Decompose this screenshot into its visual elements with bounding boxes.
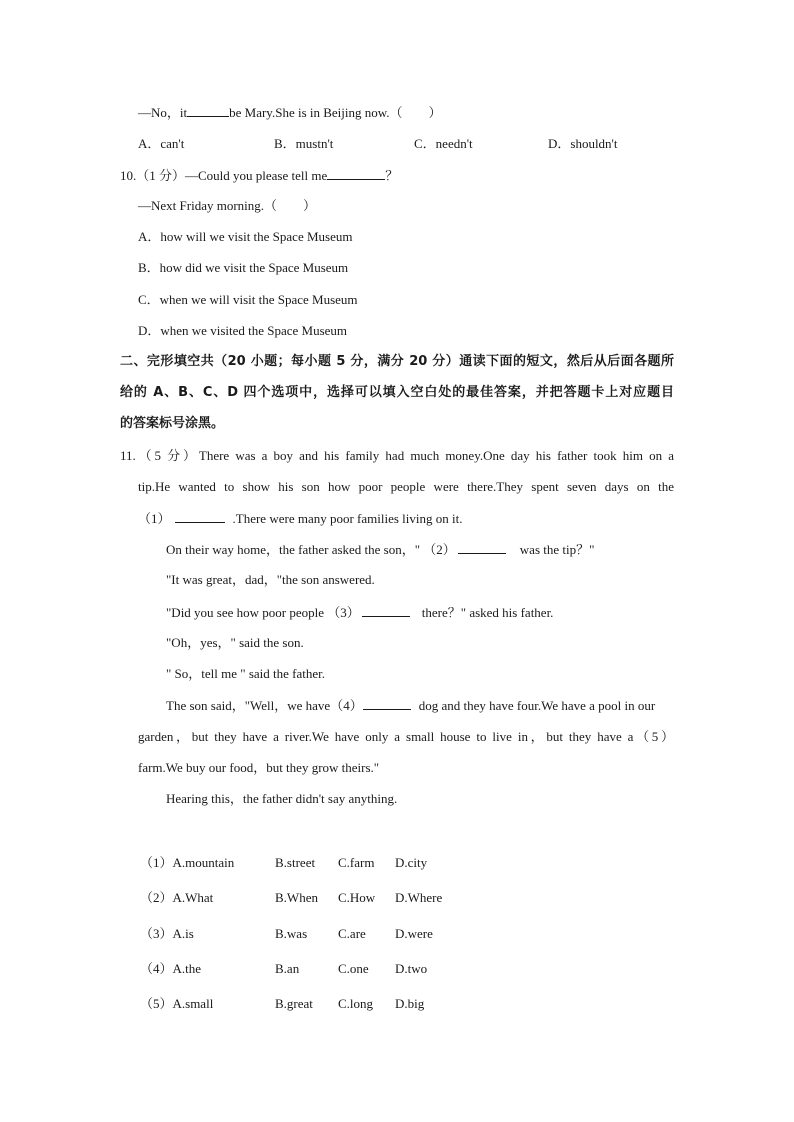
q10-stem-text-b: ？ [385, 168, 399, 183]
choice-2-a: （2）A.What [140, 890, 214, 905]
section2-line-1: 二、完形填空共（20 小题；每小题 5 分，满分 20 分）通读下面的短文，然后从后面各题所 [120, 354, 674, 369]
q11-line-3-text-a: （1） [138, 511, 171, 526]
q9-line [138, 104, 442, 121]
choice-1-d: D.city [395, 855, 428, 870]
choice-3-a: （3）A.is [140, 926, 194, 941]
choice-5-d: D.big [395, 996, 425, 1011]
q11-line-12: Hearing this，the father didn't say anything. [166, 791, 398, 806]
q10-stem [120, 167, 398, 184]
q11-line-6-text-b: there？" asked his father. [421, 605, 554, 620]
q9-option-c: C．needn't [414, 136, 473, 151]
q9-option-b: B．mustn't [274, 136, 334, 151]
choice-2-b: B.When [275, 890, 318, 905]
q10-option-b: B．how did we visit the Space Museum [138, 260, 349, 275]
q9-line-text-b: be Mary.She is in Beijing now.（ ） [229, 105, 442, 120]
q11-line-2: tip.He wanted to show his son how poor people were there.They spent seven days on the [138, 479, 674, 494]
q10-option-c: C．when we will visit the Space Museum [138, 292, 358, 307]
q11-line-4 [166, 541, 594, 558]
q11-line-7: "Oh，yes，" said the son. [166, 635, 304, 650]
q9-line-text-a: —No，it [138, 105, 188, 120]
q11-blank-1 [175, 510, 225, 523]
q11-line-9 [166, 697, 655, 714]
choice-2-c: C.How [338, 890, 376, 905]
q11-line-3 [138, 510, 462, 527]
choice-4-c: C.one [338, 961, 369, 976]
q11-line-6-text-a: "Did you see how poor people （3） [166, 605, 360, 620]
q11-line-5: "It was great，dad，"the son answered. [166, 572, 375, 587]
q10-reply: —Next Friday morning.（ ） [138, 198, 317, 213]
choice-2-d: D.Where [395, 890, 443, 905]
q9-blank [187, 104, 229, 117]
choice-4-b: B.an [275, 961, 300, 976]
q11-line-1: 11.（5 分）There was a boy and his family had much money.One day his father took him on a [120, 448, 674, 463]
section2-line-3: 的答案标号涂黑。 [120, 416, 225, 431]
choice-5-c: C.long [338, 996, 374, 1011]
q10-stem-text-a: 10.（1 分）—Could you please tell me [120, 168, 328, 183]
q11-line-9-text-b: dog and they have four.We have a pool in our [418, 698, 656, 713]
choice-5-b: B.great [275, 996, 313, 1011]
q10-option-d: D．when we visited the Space Museum [138, 323, 348, 338]
choice-3-d: D.were [395, 926, 433, 941]
q11-line-3-text-b: .There were many poor families living on it. [232, 511, 463, 526]
q11-line-10: garden，but they have a river.We have only a small house to live in，but they have a（5） [138, 729, 674, 744]
choice-5-a: （5）A.small [140, 996, 214, 1011]
choice-3-b: B.was [275, 926, 308, 941]
q11-blank-4 [363, 697, 411, 710]
q11-line-11: farm.We buy our food，but they grow theirs." [138, 760, 380, 775]
q9-option-a: A．can't [138, 136, 185, 151]
choice-1-c: C.farm [338, 855, 375, 870]
choice-4-a: （4）A.the [140, 961, 202, 976]
choice-4-d: D.two [395, 961, 428, 976]
q11-line-9-text-a: The son said，"Well，we have（4） [166, 698, 363, 713]
q11-blank-3 [362, 604, 410, 617]
choice-1-b: B.street [275, 855, 316, 870]
q9-option-d: D．shouldn't [548, 136, 618, 151]
q11-line-8: " So，tell me " said the father. [166, 666, 325, 681]
section2-line-2: 给的 A、B、C、D 四个选项中，选择可以填入空白处的最佳答案，并把答题卡上对应题目 [120, 385, 674, 400]
q10-option-a: A．how will we visit the Space Museum [138, 229, 353, 244]
q10-blank [327, 167, 385, 180]
choice-1-a: （1）A.mountain [140, 855, 235, 870]
q11-line-6 [166, 604, 553, 621]
q11-line-4-text-b: was the tip？" [519, 542, 595, 557]
q11-blank-2 [458, 541, 506, 554]
q11-line-4-text-a: On their way home，the father asked the son，" （2） [166, 542, 456, 557]
choice-3-c: C.are [338, 926, 366, 941]
